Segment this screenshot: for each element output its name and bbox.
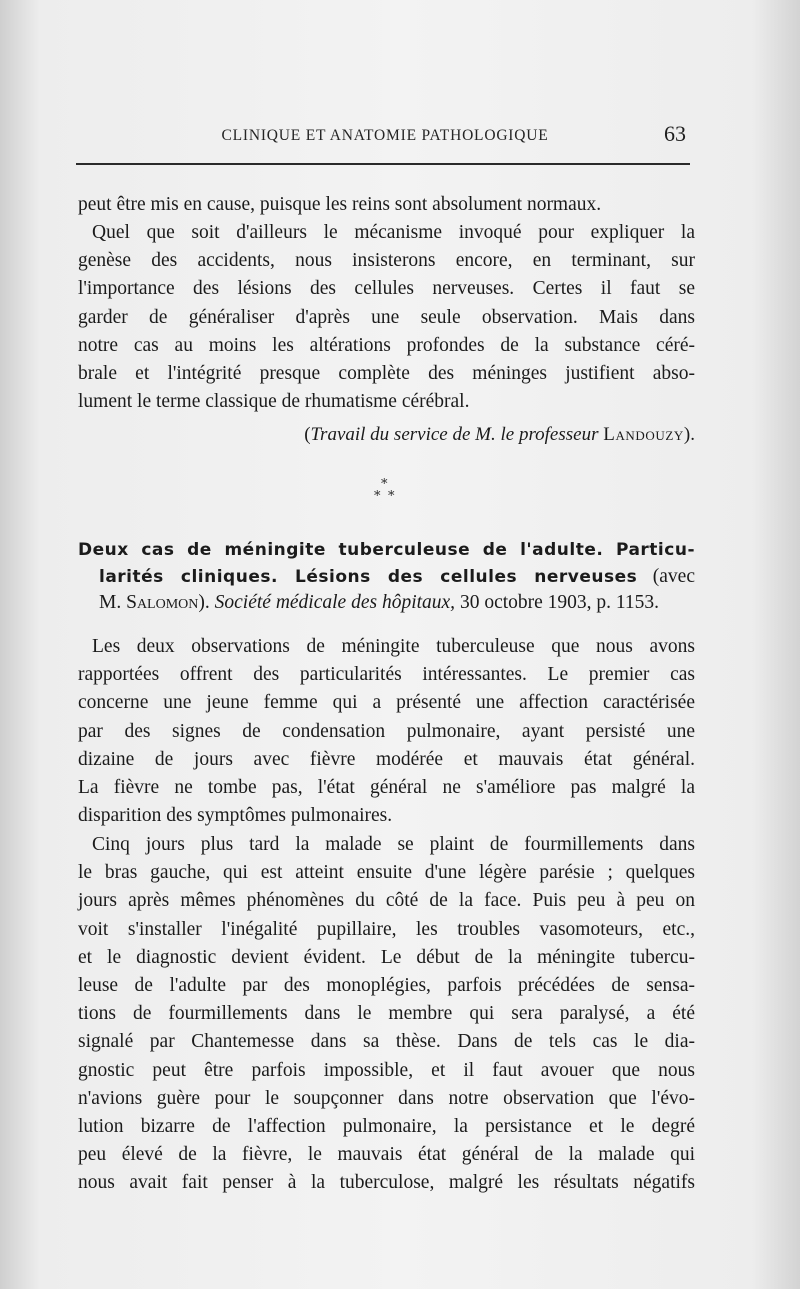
section-title-line-2 bbox=[78, 564, 695, 591]
section-title-line: Deux cas de méningite tuberculeuse de l'adulte. Particu- bbox=[78, 540, 695, 560]
paragraph-clinical-course bbox=[78, 831, 695, 1198]
text-line: rapportées offrent des particularités intéressantes. Le premier cas bbox=[78, 664, 695, 686]
text-line: Cinq jours plus tard la malade se plaint de fourmillements dans bbox=[92, 834, 695, 855]
text-line: et le diagnostic devient évident. Le début de la méningite tubercu- bbox=[78, 946, 695, 968]
text-line: garder de généraliser d'après une seule observation. Mais dans bbox=[78, 306, 695, 328]
citation-close: ). bbox=[683, 424, 695, 445]
journal-name: Société médicale des hôpitaux, bbox=[214, 592, 456, 613]
asterism-star-right: * bbox=[388, 489, 395, 504]
text-line: lument le terme classique de rhumatisme cérébral. bbox=[78, 391, 470, 413]
text-line: concerne une jeune femme qui a présenté une affection caractérisée bbox=[78, 692, 695, 714]
coauthor-name: Salomon bbox=[126, 592, 199, 613]
page-header bbox=[78, 121, 692, 151]
section-reference-line bbox=[78, 590, 695, 616]
text-line: jours après mêmes phénomènes du côté de la face. Puis peu à peu on bbox=[78, 890, 695, 912]
text-line: genèse des accidents, nous insisterons encore, en terminant, sur bbox=[78, 250, 695, 272]
header-rule bbox=[76, 163, 690, 165]
text-line: Les deux observations de méningite tuberculeuse que nous avons bbox=[92, 636, 695, 657]
text-line: le bras gauche, qui est atteint ensuite d'une légère parésie ; quelques bbox=[78, 862, 695, 884]
asterism-star-left: * bbox=[374, 489, 381, 504]
section-title-continued: larités cliniques. Lésions des cellules nerveuses bbox=[99, 566, 638, 587]
running-head: CLINIQUE ET ANATOMIE PATHOLOGIQUE bbox=[221, 127, 549, 144]
text-line: signalé par Chantemesse dans sa thèse. Dans de tels cas le dia- bbox=[78, 1031, 695, 1053]
text-line: par des signes de condensation pulmonaire, ayant persisté une bbox=[78, 720, 695, 742]
coauthor-initial: M. bbox=[99, 592, 122, 613]
text-line: l'importance des lésions des cellules nerveuses. Certes il faut se bbox=[78, 278, 695, 300]
text-line: peu élevé de la fièvre, le mauvais état général de la malade qui bbox=[78, 1144, 695, 1166]
text-line: n'avions guère pour le soupçonner dans notre observation que l'évo- bbox=[78, 1087, 695, 1109]
page-number: 63 bbox=[664, 121, 686, 146]
text-line: leuse de l'adulte par des monoplégies, parfois précédées de sensa- bbox=[78, 975, 695, 997]
paragraph-continuation bbox=[78, 191, 695, 219]
coauthor-open: (avec bbox=[652, 565, 695, 587]
citation-open: ( bbox=[304, 424, 311, 445]
text-line: dizaine de jours avec fièvre modérée et mauvais état général. bbox=[78, 748, 695, 770]
section-heading bbox=[78, 538, 695, 616]
paragraph-conclusion bbox=[78, 219, 695, 416]
citation-text: Travail du service de M. le professeur bbox=[310, 424, 599, 445]
text-line: gnostic peut être parfois impossible, et il faut avouer que nous bbox=[78, 1059, 695, 1081]
citation-author: Landouzy bbox=[603, 424, 684, 445]
text-line: Quel que soit d'ailleurs le mécanisme invoqué pour expliquer la bbox=[92, 222, 695, 243]
text-line: lution bizarre de l'affection pulmonaire, la persistance et le degré bbox=[78, 1116, 695, 1138]
text-line: disparition des symptômes pulmonaires. bbox=[78, 805, 393, 827]
text-line: La fièvre ne tombe pas, l'état général ne s'améliore pas malgré la bbox=[78, 777, 695, 799]
text-line: brale et l'intégrité presque complète des méninges justifient abso- bbox=[78, 363, 695, 385]
citation bbox=[78, 421, 695, 449]
coauthor-close: ). bbox=[198, 592, 210, 613]
text-line: voit s'installer l'inégalité pupillaire, les troubles vasomoteurs, etc., bbox=[78, 918, 695, 940]
journal-date-page: 30 octobre 1903, p. 1153. bbox=[459, 592, 660, 613]
asterism-star-top: * bbox=[381, 477, 388, 492]
paragraph-observations bbox=[78, 633, 695, 830]
text-line: nous avait fait penser à la tuberculose, malgré les résultats négatifs bbox=[78, 1172, 695, 1194]
asterism-separator bbox=[350, 478, 420, 518]
text-line: tions de fourmillements dans le membre qui sera paralysé, a été bbox=[78, 1003, 695, 1025]
text-line: peut être mis en cause, puisque les reins sont absolument normaux. bbox=[78, 194, 602, 215]
text-line: notre cas au moins les altérations profondes de la substance céré- bbox=[78, 334, 695, 356]
